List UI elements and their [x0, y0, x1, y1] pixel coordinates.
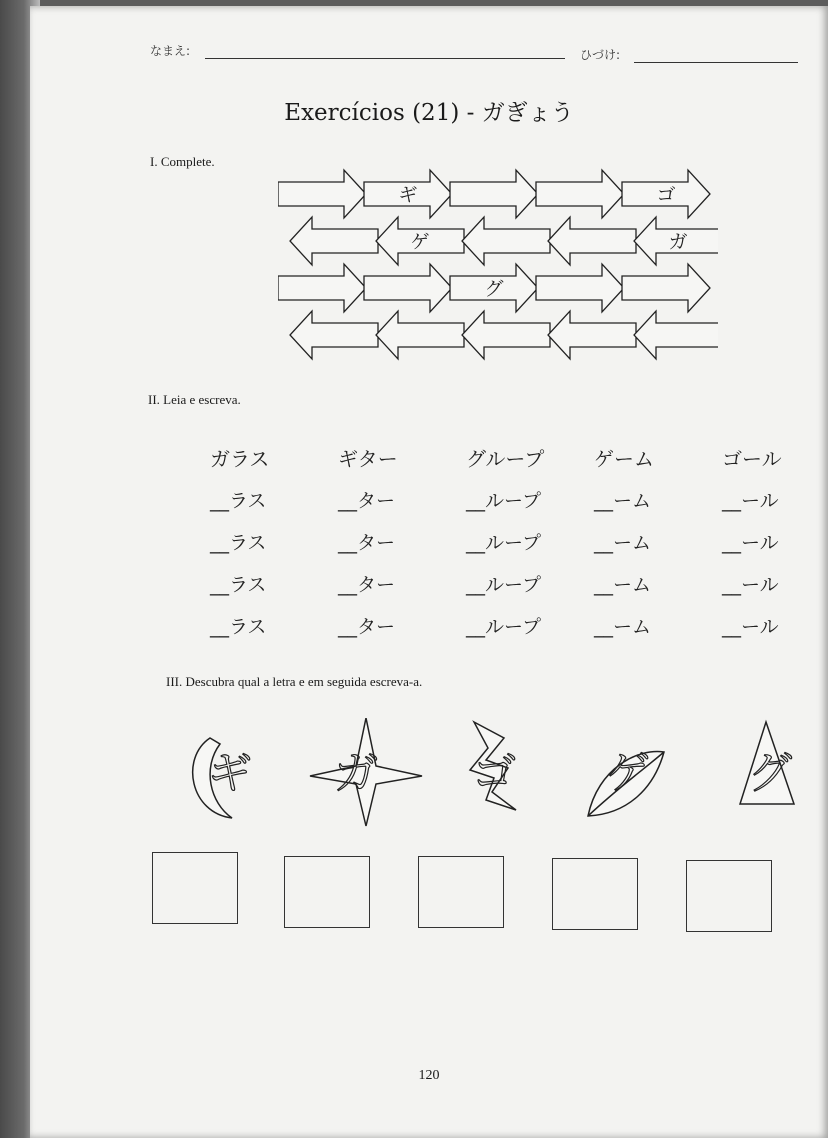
arrow-cell — [548, 311, 636, 359]
kana-blank-word[interactable]: __ループ — [466, 573, 542, 596]
answer-box-4[interactable] — [552, 858, 638, 930]
kana-word: ガラス — [210, 446, 270, 471]
arrow-cell — [278, 170, 366, 218]
arrow-cell — [548, 217, 636, 265]
kana-blank-word[interactable]: __ループ — [466, 531, 542, 554]
answer-box-5[interactable] — [686, 860, 772, 932]
arrow-kana-label: ガ — [668, 231, 688, 253]
arrow-cell — [462, 217, 550, 265]
name-line — [205, 58, 565, 59]
hidden-kana: ゲ — [606, 748, 650, 799]
arrow-cell — [536, 264, 624, 312]
kana-blank-word[interactable]: __ラス — [210, 615, 267, 638]
answer-boxes — [180, 852, 820, 942]
answer-box-3[interactable] — [418, 856, 504, 928]
arrow-kana-label: グ — [484, 278, 504, 300]
hidden-kana: ギ — [208, 748, 252, 799]
answer-box-2[interactable] — [284, 856, 370, 928]
name-label: なまえ: — [150, 44, 191, 58]
date-line — [634, 62, 798, 63]
workbook-page — [30, 6, 828, 1138]
kana-blank-word[interactable]: __ループ — [466, 489, 542, 512]
kana-blank-word[interactable]: __ーム — [594, 531, 652, 554]
name-date-bar — [30, 42, 828, 66]
arrow-kana-label: ギ — [398, 184, 418, 206]
kana-header-row — [180, 436, 820, 478]
kana-blank-word[interactable]: __ール — [722, 489, 779, 512]
kana-word: ゴール — [722, 446, 782, 471]
hidden-kana: ガ — [334, 748, 378, 799]
kana-blank-word[interactable]: __ール — [722, 573, 779, 596]
section-1-heading: I. Complete. — [150, 154, 215, 169]
kana-practice-row — [180, 562, 820, 604]
kana-blank-word[interactable]: __ーム — [594, 489, 652, 512]
kana-blank-word[interactable]: __ール — [722, 615, 779, 638]
triangle-icon — [740, 722, 794, 804]
moon-icon — [193, 738, 252, 818]
kana-table — [180, 436, 820, 646]
kana-blank-word[interactable]: __ター — [338, 531, 396, 554]
section-3-heading: III. Descubra qual a letra e em seguida escreva-a. — [166, 674, 423, 689]
kana-blank-word[interactable]: __ター — [338, 615, 396, 638]
star-icon — [310, 718, 422, 826]
page-title: Exercícios (21) - ガぎょう — [284, 100, 574, 126]
date-label: ひづけ: — [580, 48, 621, 62]
arrow-cell — [622, 264, 710, 312]
kana-practice-row — [180, 478, 820, 520]
kana-word: グループ — [466, 446, 545, 471]
section-2-heading: II. Leia e escreva. — [148, 392, 241, 407]
kana-blank-word[interactable]: __ーム — [594, 615, 652, 638]
arrow-cell — [536, 170, 624, 218]
leaf-icon — [588, 748, 664, 816]
arrow-cell — [278, 264, 366, 312]
arrow-kana-label: ゴ — [656, 184, 676, 206]
arrow-cell — [364, 264, 452, 312]
kana-blank-word[interactable]: __ール — [722, 531, 779, 554]
kana-word: ギター — [338, 446, 398, 471]
kana-practice-row — [180, 520, 820, 562]
hidden-kana: ゴ — [472, 748, 516, 799]
kana-word: ゲーム — [594, 446, 654, 471]
page-number: 120 — [418, 1068, 440, 1083]
kana-blank-word[interactable]: __ラス — [210, 531, 267, 554]
arrow-grid — [278, 166, 718, 388]
answer-box-1[interactable] — [152, 852, 238, 924]
kana-blank-word[interactable]: __ループ — [466, 615, 542, 638]
arrow-cell — [450, 170, 538, 218]
arrow-cell — [376, 311, 464, 359]
kana-blank-word[interactable]: __ター — [338, 573, 396, 596]
arrow-cell — [290, 217, 378, 265]
arrow-kana-label: ゲ — [410, 231, 430, 253]
kana-blank-word[interactable]: __ーム — [594, 573, 652, 596]
lightning-icon — [470, 722, 516, 810]
arrow-cell — [634, 311, 718, 359]
shape-figures — [170, 718, 828, 838]
kana-blank-word[interactable]: __ター — [338, 489, 396, 512]
arrow-cell — [290, 311, 378, 359]
kana-practice-row — [180, 604, 820, 646]
kana-blank-word[interactable]: __ラス — [210, 489, 267, 512]
kana-blank-word[interactable]: __ラス — [210, 573, 267, 596]
arrow-cell — [462, 311, 550, 359]
hidden-kana: グ — [748, 748, 792, 799]
